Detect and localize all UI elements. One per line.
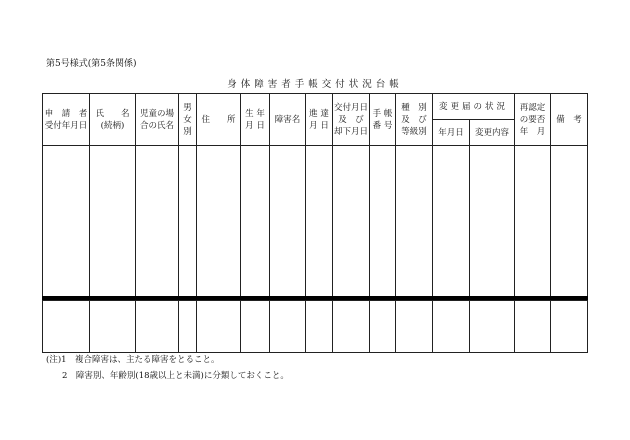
header-label: 氏 名 (95, 108, 130, 119)
header-label: 再認定 (519, 102, 546, 113)
header-label: 手 帳 (372, 108, 393, 119)
header-label: 却下月日 (333, 126, 368, 137)
col-remarks (551, 94, 588, 146)
header-label: 進 達 (309, 108, 329, 119)
col-issued (333, 94, 370, 146)
header-label: 等級別 (401, 126, 427, 137)
header-label: 別 (183, 126, 192, 137)
register-table (42, 93, 588, 353)
header-label: の要否 (519, 114, 546, 125)
note-2: 2 障害別、年齢別(18歳以上と未満)に分類しておくこと。 (62, 371, 289, 381)
header-label: 合の氏名 (139, 120, 174, 131)
header-label: 月 日 (245, 120, 265, 131)
form-title: 身体障害者手帳交付状況台帳 (227, 79, 403, 90)
header-label: 備 考 (556, 114, 582, 125)
header-label: 女 (183, 114, 192, 125)
col-birth (241, 94, 270, 146)
header-label: 交付月日 (333, 102, 368, 113)
header-label: 生 年 (245, 108, 265, 119)
table-row (43, 301, 588, 353)
col-booklet (370, 94, 396, 146)
form-number: 第5号様式(第5条関係) (46, 59, 137, 69)
header-label: 受付年月日 (44, 120, 88, 131)
col-name (90, 94, 136, 146)
notes (46, 352, 289, 384)
col-applicant (43, 94, 90, 146)
col-disability (270, 94, 306, 146)
col-changes-content: 変更内容 (470, 120, 515, 146)
header-label: 年 月 (519, 126, 546, 137)
header-label: 住 所 (201, 114, 236, 125)
header-label: 及 び (338, 114, 364, 125)
header-label: 種 別 (401, 102, 427, 113)
header-label: (続柄) (100, 120, 125, 131)
header-label: 障害名 (274, 114, 301, 125)
header-label: 番 号 (372, 120, 393, 131)
note-1: (注)1 複合障害は、主たる障害をとること。 (46, 355, 220, 365)
header-label: 月 日 (309, 120, 329, 131)
header-label: 男 (183, 102, 192, 113)
col-dispatch (306, 94, 333, 146)
table-row (43, 146, 588, 299)
col-recert (515, 94, 551, 146)
header-label: 申 請 者 (44, 108, 88, 119)
col-grade (396, 94, 433, 146)
col-changes: 変更届の状況 (433, 94, 515, 120)
header-label: 及 び (401, 114, 427, 125)
col-address (197, 94, 241, 146)
col-child-case (136, 94, 179, 146)
col-sex (179, 94, 197, 146)
header-label: 児童の場 (139, 108, 174, 119)
col-changes-date: 年月日 (433, 120, 470, 146)
